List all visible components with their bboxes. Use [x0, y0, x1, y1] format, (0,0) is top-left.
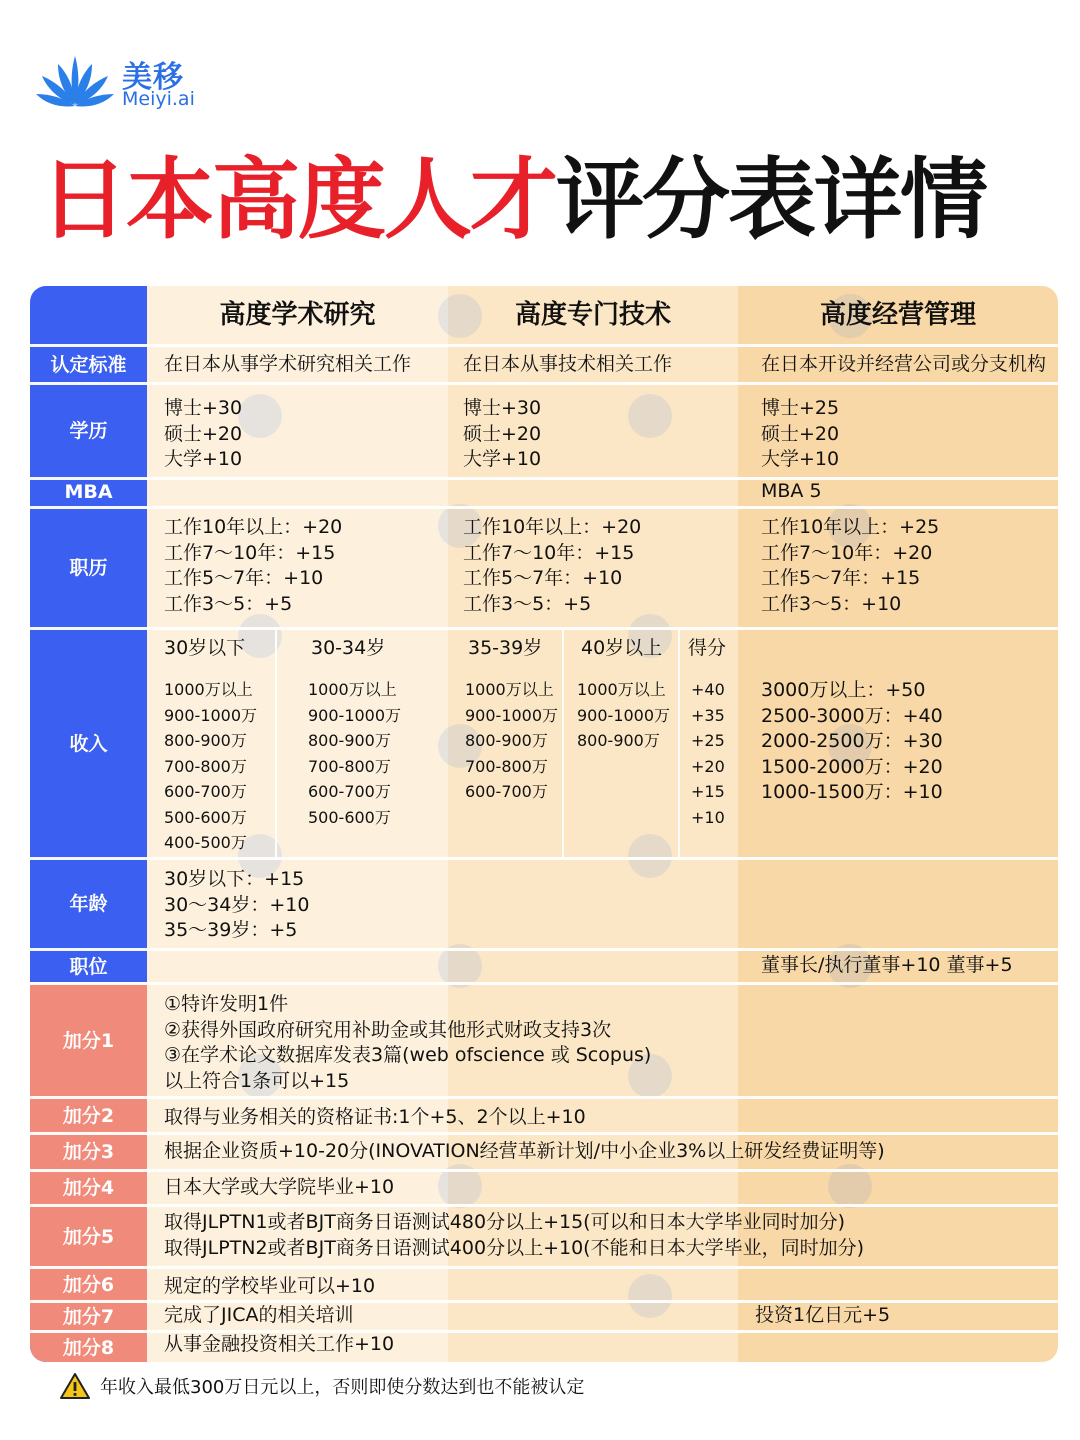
row-divider — [30, 857, 1058, 860]
education-line: 大学+10 — [761, 448, 840, 470]
income-line: 2000-2500万：+30 — [761, 730, 943, 752]
row-divider — [30, 948, 1058, 951]
income-line: 800-900万 — [308, 731, 391, 750]
income-35-39-list — [465, 677, 558, 805]
income-line: 800-900万 — [465, 731, 548, 750]
bonus1-line: 以上符合1条可以+15 — [164, 1069, 350, 1092]
income-subcolumn-divider — [275, 627, 277, 857]
row-label-bonus6: 加分6 — [62, 1273, 115, 1296]
income-line: 1500-2000万：+20 — [761, 755, 943, 778]
bonus8-text: 从事金融投资相关工作+10 — [164, 1333, 395, 1355]
title-red-part: 日本高度人才 — [40, 148, 557, 251]
criteria-technical: 在日本从事技术相关工作 — [463, 353, 673, 375]
income-subcolumn-divider — [678, 627, 680, 857]
income-score: +15 — [691, 782, 725, 801]
row-divider — [30, 344, 1058, 347]
bonus5-line: 取得JLPTN1或者BJT商务日语测试480分以上+15(可以和日本大学毕业同时加分) — [164, 1211, 845, 1233]
education-academic — [164, 396, 242, 473]
income-line: 500-600万 — [308, 807, 391, 827]
income-line: 500-600万 — [164, 807, 247, 827]
position-management: 董事长/执行董事+10 董事+5 — [761, 954, 1013, 976]
career-line: 工作5～7年：+15 — [761, 567, 921, 589]
income-header-30-34: 30-34岁 — [311, 637, 386, 659]
brand-name-cn: 美移 — [122, 60, 184, 95]
score-table — [30, 286, 1058, 1362]
education-line: 大学+10 — [164, 448, 243, 470]
income-score: +20 — [691, 756, 725, 776]
row-label-career: 职历 — [69, 557, 108, 579]
row-divider — [30, 1132, 1058, 1135]
bonus6-text: 规定的学校毕业可以+10 — [164, 1275, 376, 1297]
age-line: 35～39岁：+5 — [164, 919, 298, 941]
row-divider — [30, 1169, 1058, 1172]
row-label-income: 收入 — [69, 732, 108, 755]
brand-logo — [34, 52, 204, 114]
row-label-mba: MBA — [64, 480, 113, 503]
career-line: 工作7～10年：+20 — [761, 541, 933, 564]
income-line: 1000万以上 — [308, 680, 397, 699]
row-label-age: 年龄 — [69, 893, 108, 915]
footer-warning-text: 年收入最低300万日元以上，否则即使分数达到也不能被认定 — [100, 1377, 585, 1398]
career-line: 工作3～5：+10 — [761, 592, 902, 615]
career-line: 工作10年以上：+25 — [761, 516, 940, 538]
income-score: +25 — [691, 731, 725, 750]
bonus5-text — [164, 1210, 864, 1261]
title-black-part: 评分表详情 — [556, 148, 987, 251]
career-line: 工作5～7年：+10 — [463, 567, 623, 589]
income-subcolumn-divider — [562, 627, 564, 857]
income-line: 3000万以上：+50 — [761, 679, 926, 701]
row-divider — [30, 1266, 1058, 1269]
income-line: 1000万以上 — [465, 680, 554, 699]
income-management-list — [761, 678, 943, 806]
career-management — [761, 515, 939, 617]
row-label-bonus4: 加分4 — [62, 1177, 115, 1199]
age-academic — [164, 867, 309, 944]
career-line: 工作10年以上：+20 — [463, 516, 642, 538]
education-line: 硕士+20 — [463, 422, 542, 445]
education-line: 硕士+20 — [761, 422, 840, 445]
income-line: 800-900万 — [164, 731, 247, 750]
income-line: 800-900万 — [577, 731, 660, 750]
education-line: 大学+10 — [463, 448, 542, 470]
bonus1-line: ③在学术论文数据库发表3篇(web ofscience 或 Scopus) — [164, 1044, 652, 1066]
bonus7-management: 投资1亿日元+5 — [755, 1304, 891, 1326]
age-line: 30～34岁：+10 — [164, 893, 310, 916]
career-line: 工作3～5：+5 — [164, 592, 293, 615]
bonus5-line: 取得JLPTN2或者BJT商务日语测试400分以上+10(不能和日本大学毕业，同时加分) — [164, 1236, 864, 1259]
bonus1-line: ②获得外国政府研究用补助金或其他形式财政支持3次 — [164, 1018, 612, 1041]
row-label-education: 学历 — [69, 420, 108, 442]
row-label-bonus1: 加分1 — [62, 1029, 115, 1052]
age-line: 30岁以下：+15 — [164, 868, 305, 890]
income-line: 1000万以上 — [577, 680, 666, 699]
row-divider — [30, 1096, 1058, 1099]
income-scores-list — [691, 677, 725, 830]
income-line: 600-700万 — [308, 782, 391, 801]
income-line: 600-700万 — [465, 782, 548, 801]
bonus1-line: ①特许发明1件 — [164, 993, 289, 1015]
row-label-position: 职位 — [69, 955, 108, 978]
bonus3-text: 根据企业资质+10-20分(INOVATION经营革新计划/中小企业3%以上研发经费证明等) — [164, 1140, 885, 1162]
income-40plus-list — [577, 677, 670, 754]
education-line: 博士+30 — [164, 397, 243, 419]
footer-note — [60, 1370, 584, 1402]
row-divider — [30, 1204, 1058, 1207]
income-under30-list — [164, 677, 257, 856]
row-label-criteria: 认定标准 — [50, 353, 127, 376]
income-line: 700-800万 — [465, 756, 548, 776]
bonus4-text: 日本大学或大学院毕业+10 — [164, 1176, 395, 1198]
bonus1-text — [164, 992, 651, 1094]
column-header-academic: 高度学术研究 — [219, 300, 376, 330]
row-divider — [30, 477, 1058, 480]
criteria-academic: 在日本从事学术研究相关工作 — [164, 353, 412, 375]
income-line: 1000-1500万：+10 — [761, 781, 943, 803]
lotus-logo-icon — [34, 52, 116, 114]
criteria-management: 在日本开设并经营公司或分支机构 — [761, 353, 1047, 375]
career-line: 工作7～10年：+15 — [164, 541, 336, 564]
warning-icon — [60, 1372, 90, 1400]
row-divider — [30, 506, 1058, 509]
education-line: 博士+25 — [761, 397, 840, 419]
income-line: 2500-3000万：+40 — [761, 704, 943, 727]
income-line: 900-1000万 — [308, 705, 402, 725]
row-divider — [30, 982, 1058, 985]
career-technical — [463, 515, 641, 617]
career-line: 工作10年以上：+20 — [164, 516, 343, 538]
income-line: 700-800万 — [308, 756, 391, 776]
education-management — [761, 396, 839, 473]
row-label-bonus8: 加分8 — [62, 1336, 115, 1359]
education-line: 博士+30 — [463, 397, 542, 419]
income-line: 400-500万 — [164, 833, 247, 852]
row-divider — [30, 627, 1058, 630]
income-line: 900-1000万 — [164, 705, 258, 725]
income-score: +35 — [691, 705, 725, 725]
income-header-40plus: 40岁以上 — [581, 637, 663, 659]
page-title — [40, 150, 986, 250]
income-header-under30: 30岁以下 — [164, 637, 246, 659]
income-30-34-list — [308, 677, 401, 830]
income-line: 900-1000万 — [577, 705, 671, 725]
mba-management: MBA 5 — [761, 480, 822, 502]
income-header-35-39: 35-39岁 — [468, 637, 543, 659]
row-divider — [30, 382, 1058, 385]
row-label-bonus5: 加分5 — [62, 1225, 115, 1248]
career-line: 工作7～10年：+15 — [463, 541, 635, 564]
income-line: 1000万以上 — [164, 680, 253, 699]
career-academic — [164, 515, 342, 617]
row-label-bonus3: 加分3 — [62, 1141, 115, 1163]
education-line: 硕士+20 — [164, 422, 243, 445]
career-line: 工作5～7年：+10 — [164, 567, 324, 589]
income-line: 700-800万 — [164, 756, 247, 776]
bonus2-text: 取得与业务相关的资格证书:1个+5、2个以上+10 — [164, 1106, 586, 1128]
column-header-technical: 高度专门技术 — [514, 300, 671, 330]
column-header-management: 高度经营管理 — [819, 300, 976, 330]
income-header-score: 得分 — [688, 637, 727, 659]
income-line: 900-1000万 — [465, 705, 559, 725]
row-label-bonus7: 加分7 — [62, 1305, 115, 1328]
brand-name-en: Meiyi.ai — [122, 88, 195, 110]
income-score: +10 — [691, 807, 725, 827]
income-line: 600-700万 — [164, 782, 247, 801]
income-score: +40 — [691, 680, 725, 699]
career-line: 工作3～5：+5 — [463, 592, 592, 615]
education-technical — [463, 396, 541, 473]
bonus7-text: 完成了JICA的相关培训 — [164, 1304, 354, 1326]
row-label-bonus2: 加分2 — [62, 1104, 115, 1127]
